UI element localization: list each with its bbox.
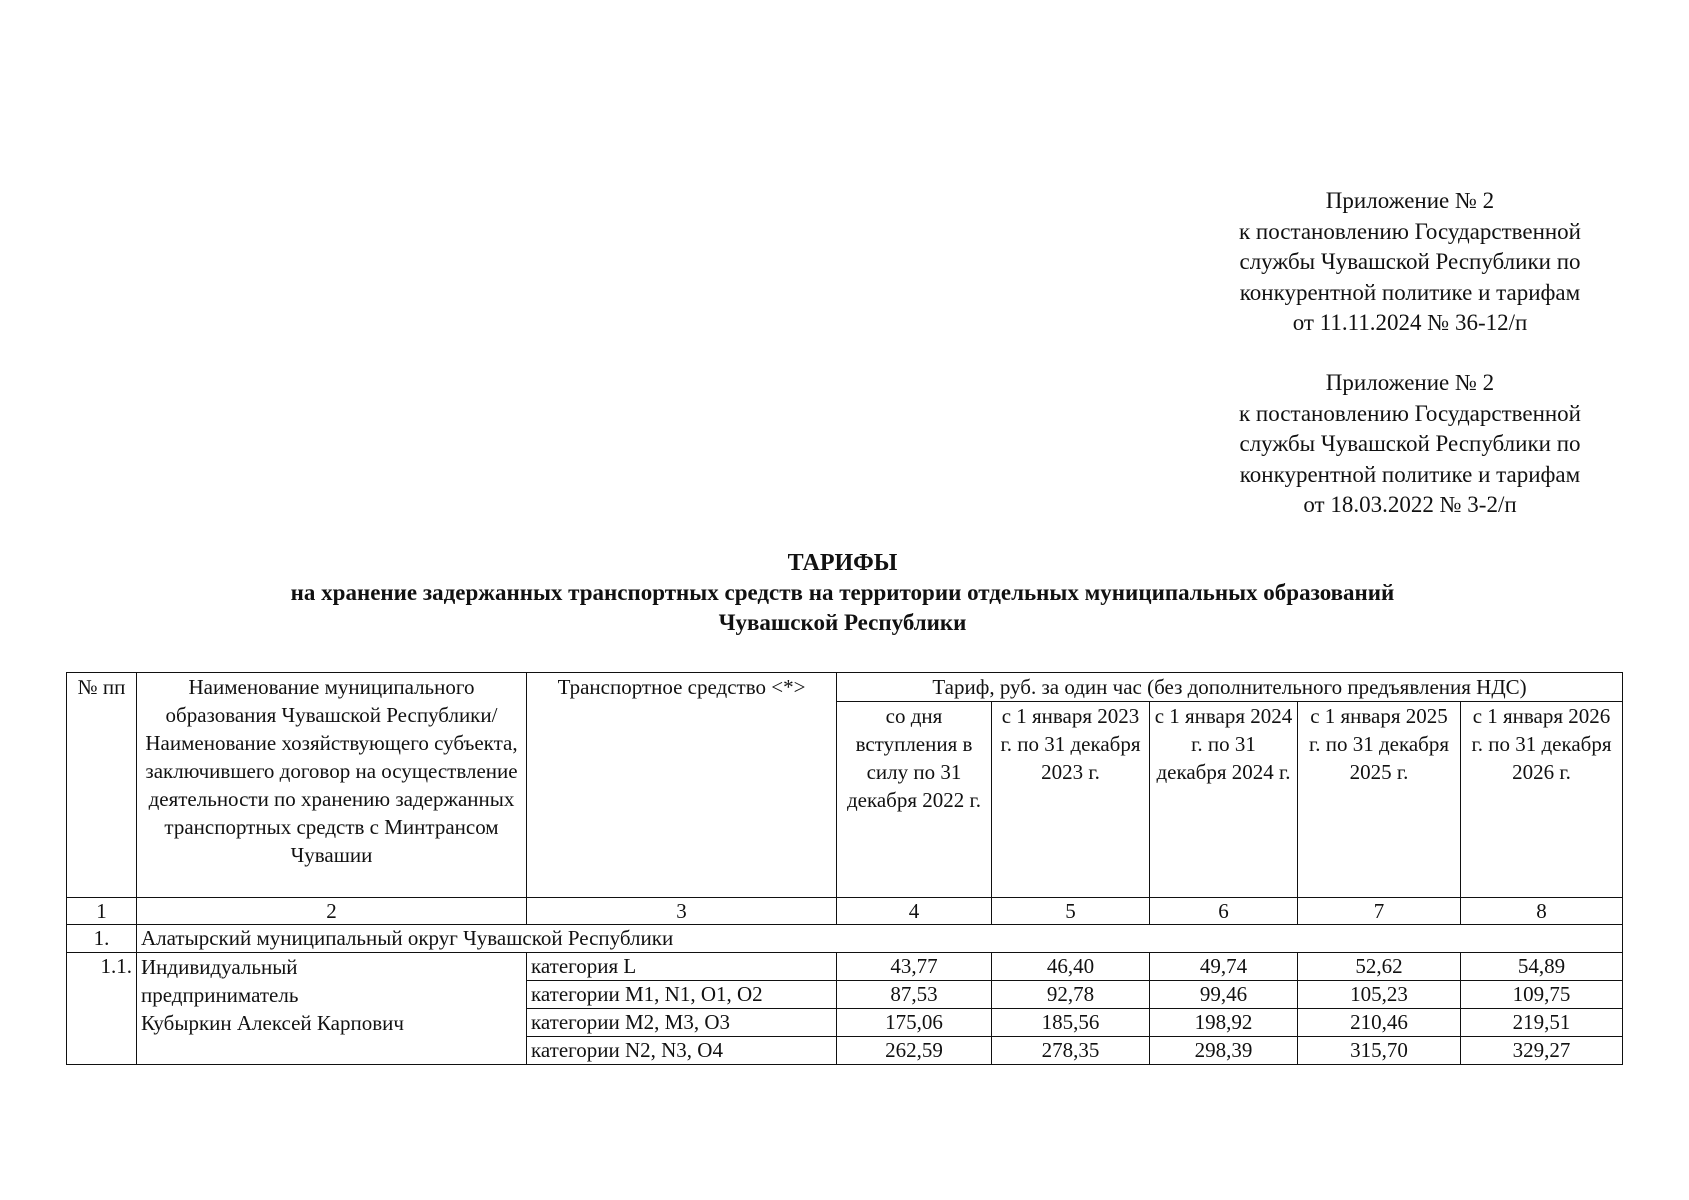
tariff-value: 185,56 [992,1009,1150,1037]
header-period: с 1 января 2025 г. по 31 декабря 2025 г. [1298,702,1461,898]
tariffs-table [66,672,1623,1065]
document-title [60,548,1625,638]
tariff-value: 99,46 [1150,981,1298,1009]
title-line: Чувашской Республики [718,610,967,635]
title-main: ТАРИФЫ [787,550,898,576]
entity-name-line: Кубыркин Алексей Карпович [141,1011,404,1035]
tariff-value: 315,70 [1298,1037,1461,1065]
appendix-line: конкурентной политике и тарифам [1239,461,1581,487]
tariff-value: 92,78 [992,981,1150,1009]
tariff-value: 46,40 [992,953,1150,981]
appendix-line: службы Чувашской Республики по [1239,431,1581,456]
tariff-value: 105,23 [1298,981,1461,1009]
column-number: 8 [1461,898,1623,925]
entity-name-line: Индивидуальный [141,955,298,979]
column-number: 3 [527,898,837,925]
entity-name [137,953,527,1065]
appendix-line: от 11.11.2024 № 36-12/п [1292,310,1528,335]
title-line: на хранение задержанных транспортных средств на территории отдельных муниципальных образований [290,580,1395,605]
header-tariff-group: Тариф, руб. за один час (без дополнительного предъявления НДС) [837,673,1623,702]
tariff-value: 298,39 [1150,1037,1298,1065]
header-vehicle: Транспортное средство <*> [527,673,837,898]
section-num: 1. [67,925,137,953]
header-num: № пп [67,673,137,898]
appendix-line: от 18.03.2022 № 3-2/п [1303,492,1517,517]
column-number: 2 [137,898,527,925]
tariff-value: 198,92 [1150,1009,1298,1037]
tariff-value: 262,59 [837,1037,992,1065]
tariff-value: 175,06 [837,1009,992,1037]
tariff-value: 219,51 [1461,1009,1623,1037]
column-number: 1 [67,898,137,925]
appendix-note-current [1180,186,1640,339]
entity-name-line: предприниматель [141,983,299,1007]
appendix-line: к постановлению Государственной [1239,218,1581,244]
tariff-value: 43,77 [837,953,992,981]
vehicle-category: категории M2, M3, O3 [527,1009,837,1037]
tariff-value: 278,35 [992,1037,1150,1065]
tariff-value: 210,46 [1298,1009,1461,1037]
appendix-line: Приложение № 2 [1325,370,1495,395]
header-period: с 1 января 2024 г. по 31 декабря 2024 г. [1150,702,1298,898]
vehicle-category: категории N2, N3, O4 [527,1037,837,1065]
appendix-line: к постановлению Государственной [1239,400,1581,426]
appendix-line: Приложение № 2 [1325,188,1495,213]
tariff-value: 109,75 [1461,981,1623,1009]
column-number: 6 [1150,898,1298,925]
column-number: 7 [1298,898,1461,925]
tariff-value: 52,62 [1298,953,1461,981]
vehicle-category: категории M1, N1, O1, O2 [527,981,837,1009]
header-period: с 1 января 2026 г. по 31 декабря 2026 г. [1461,702,1623,898]
tariff-value: 54,89 [1461,953,1623,981]
tariff-value: 87,53 [837,981,992,1009]
entity-num: 1.1. [67,953,137,1065]
tariff-value: 49,74 [1150,953,1298,981]
column-number: 4 [837,898,992,925]
header-period: со дня вступления в силу по 31 декабря 2022 г. [837,702,992,898]
header-period: с 1 января 2023 г. по 31 декабря 2023 г. [992,702,1150,898]
appendix-line: службы Чувашской Республики по [1239,249,1581,274]
vehicle-category: категория L [527,953,837,981]
header-name: Наименование муниципального образования Чувашской Республики/ Наименование хозяйствующего субъекта, заключившего договор на осуществление деятельности по хранению задержанных транспортных средств с Минтрансом Чувашии [137,673,527,898]
section-name: Алатырский муниципальный округ Чувашской Республики [137,925,1623,953]
column-number: 5 [992,898,1150,925]
appendix-line: конкурентной политике и тарифам [1239,279,1581,305]
tariff-value: 329,27 [1461,1037,1623,1065]
appendix-note-original [1180,368,1640,521]
